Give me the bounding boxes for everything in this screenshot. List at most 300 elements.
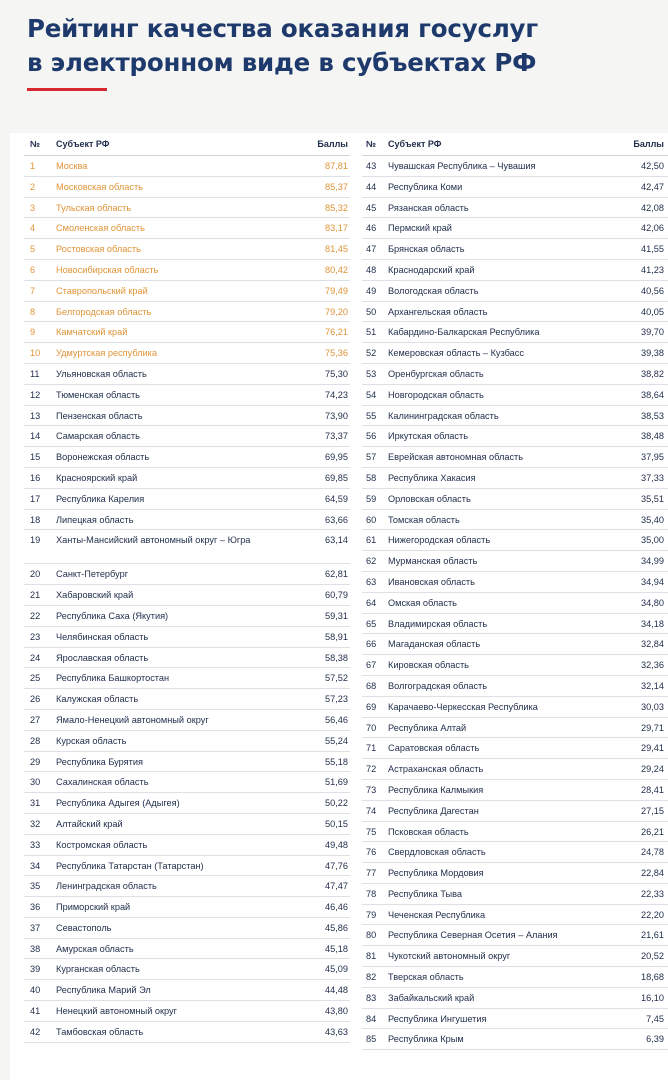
row-subject: Чеченская Республика <box>388 909 486 920</box>
row-num: 50 <box>366 306 377 317</box>
row-subject: Республика Северная Осетия – Алания <box>388 930 558 941</box>
row-num: 18 <box>30 514 41 525</box>
row-subject: Кабардино-Балкарская Республика <box>388 327 540 338</box>
row-score: 34,80 <box>641 597 664 608</box>
row-subject: Смоленская область <box>56 223 145 234</box>
row-num: 46 <box>366 223 377 234</box>
table-row <box>24 918 350 939</box>
row-score: 41,23 <box>641 264 664 275</box>
table-row <box>362 967 668 988</box>
row-num: 64 <box>366 597 377 608</box>
table-column-left <box>24 133 350 1043</box>
row-subject: Мурманская область <box>388 556 478 567</box>
row-num: 62 <box>366 556 377 567</box>
row-score: 29,24 <box>641 764 664 775</box>
row-score: 6,39 <box>646 1034 664 1045</box>
row-score: 45,18 <box>325 943 348 954</box>
row-subject: Республика Марий Эл <box>56 985 151 996</box>
row-num: 40 <box>30 985 41 996</box>
row-score: 42,06 <box>641 223 664 234</box>
table-row <box>24 959 350 980</box>
row-num: 16 <box>30 472 41 483</box>
row-score: 21,61 <box>641 930 664 941</box>
table-row <box>362 634 668 655</box>
row-num: 75 <box>366 826 377 837</box>
table-row <box>24 856 350 877</box>
table-row <box>362 447 668 468</box>
row-num: 31 <box>30 798 41 809</box>
row-subject: Республика Мордовия <box>388 868 484 879</box>
row-num: 63 <box>366 576 377 587</box>
row-score: 26,21 <box>641 826 664 837</box>
row-num: 68 <box>366 680 377 691</box>
row-score: 41,55 <box>641 244 664 255</box>
row-subject: Костромская область <box>56 839 148 850</box>
row-score: 37,33 <box>641 472 664 483</box>
row-subject: Республика Калмыкия <box>388 784 484 795</box>
table-row <box>24 772 350 793</box>
table-row <box>362 468 668 489</box>
row-score: 35,00 <box>641 535 664 546</box>
table-row <box>362 780 668 801</box>
row-score: 51,69 <box>325 777 348 788</box>
row-subject: Республика Ингушетия <box>388 1013 487 1024</box>
row-num: 65 <box>366 618 377 629</box>
table-row <box>362 281 668 302</box>
row-num: 26 <box>30 694 41 705</box>
header-score: Баллы <box>633 139 664 149</box>
row-num: 20 <box>30 569 41 580</box>
row-subject: Карачаево-Черкесская Республика <box>388 701 538 712</box>
row-subject: Республика Коми <box>388 181 463 192</box>
row-subject: Волгоградская область <box>388 680 488 691</box>
table-row <box>362 551 668 572</box>
row-num: 9 <box>30 327 36 338</box>
table-row <box>24 793 350 814</box>
row-num: 81 <box>366 951 377 962</box>
row-num: 8 <box>30 306 36 317</box>
row-num: 22 <box>30 610 41 621</box>
row-subject: Вологодская область <box>388 285 479 296</box>
table-row <box>24 668 350 689</box>
row-subject: Кировская область <box>388 660 469 671</box>
row-num: 1 <box>30 161 36 171</box>
row-num: 69 <box>366 701 377 712</box>
header-num: № <box>30 139 41 149</box>
table-row <box>362 260 668 281</box>
row-score: 42,50 <box>641 161 664 171</box>
header-subject: Субъект РФ <box>56 139 110 149</box>
row-num: 43 <box>366 161 377 171</box>
row-score: 85,32 <box>325 202 348 213</box>
row-score: 39,38 <box>641 348 664 359</box>
row-subject: Астраханская область <box>388 764 484 775</box>
row-score: 46,46 <box>325 902 348 913</box>
table-row <box>24 835 350 856</box>
row-subject: Воронежская область <box>56 452 150 463</box>
table-row <box>24 447 350 468</box>
row-subject: Республика Дагестан <box>388 805 479 816</box>
row-num: 27 <box>30 714 41 725</box>
table-row <box>362 572 668 593</box>
row-score: 38,82 <box>641 368 664 379</box>
row-num: 78 <box>366 888 377 899</box>
header-num: № <box>366 139 377 149</box>
table-row <box>362 198 668 219</box>
table-row <box>24 731 350 752</box>
row-num: 41 <box>30 1006 41 1017</box>
row-score: 50,22 <box>325 798 348 809</box>
table-row <box>362 884 668 905</box>
table-row <box>362 988 668 1009</box>
page-title <box>27 12 647 80</box>
row-subject: Республика Татарстан (Татарстан) <box>56 860 204 871</box>
row-num: 3 <box>30 202 36 213</box>
row-score: 39,70 <box>641 327 664 338</box>
row-subject: Республика Алтай <box>388 722 467 733</box>
row-subject: Саратовская область <box>388 743 480 754</box>
row-score: 69,85 <box>325 472 348 483</box>
table-row <box>24 564 350 585</box>
table-row <box>24 260 350 281</box>
row-score: 56,46 <box>325 714 348 725</box>
table-row <box>24 1001 350 1022</box>
row-score: 32,14 <box>641 680 664 691</box>
row-score: 32,84 <box>641 639 664 650</box>
table-row <box>24 468 350 489</box>
row-num: 80 <box>366 930 377 941</box>
table-row <box>362 426 668 447</box>
row-num: 67 <box>366 660 377 671</box>
row-subject: Псковская область <box>388 826 469 837</box>
row-num: 23 <box>30 631 41 642</box>
row-subject: Республика Карелия <box>56 493 145 504</box>
row-num: 29 <box>30 756 41 767</box>
table-row <box>24 897 350 918</box>
row-num: 4 <box>30 223 36 234</box>
table-row <box>362 1029 668 1050</box>
row-subject: Кемеровская область – Кузбасс <box>388 348 524 359</box>
row-subject: Республика Адыгея (Адыгея) <box>56 798 180 809</box>
row-subject: Рязанская область <box>388 202 469 213</box>
table-row <box>362 302 668 323</box>
rating-table <box>10 133 668 1080</box>
row-subject: Республика Крым <box>388 1034 464 1045</box>
table-row <box>24 710 350 731</box>
row-score: 16,10 <box>641 992 664 1003</box>
row-num: 25 <box>30 673 41 684</box>
row-score: 35,51 <box>641 493 664 504</box>
table-row <box>24 426 350 447</box>
row-score: 74,23 <box>325 389 348 400</box>
row-score: 42,08 <box>641 202 664 213</box>
table-row <box>362 177 668 198</box>
table-header <box>362 133 668 156</box>
row-num: 83 <box>366 992 377 1003</box>
table-row <box>362 510 668 531</box>
table-row <box>24 510 350 531</box>
row-subject: Липецкая область <box>56 514 134 525</box>
row-num: 70 <box>366 722 377 733</box>
row-score: 58,38 <box>325 652 348 663</box>
table-row <box>24 156 350 177</box>
row-score: 45,86 <box>325 922 348 933</box>
row-score: 40,56 <box>641 285 664 296</box>
row-subject: Удмуртская республика <box>56 348 158 359</box>
row-num: 17 <box>30 493 41 504</box>
row-score: 30,03 <box>641 701 664 712</box>
row-num: 54 <box>366 389 377 400</box>
row-num: 15 <box>30 452 41 463</box>
row-subject: Пермский край <box>388 223 452 234</box>
table-row <box>362 822 668 843</box>
row-score: 29,41 <box>641 743 664 754</box>
row-subject: Орловская область <box>388 493 471 504</box>
row-num: 42 <box>30 1026 41 1037</box>
table-row <box>362 759 668 780</box>
row-score: 79,20 <box>325 306 348 317</box>
row-score: 60,79 <box>325 590 348 601</box>
row-score: 27,15 <box>641 805 664 816</box>
table-row <box>24 689 350 710</box>
table-row <box>362 364 668 385</box>
table-row <box>24 489 350 510</box>
row-subject: Курская область <box>56 735 127 746</box>
row-score: 24,78 <box>641 847 664 858</box>
row-score: 73,37 <box>325 431 348 442</box>
row-subject: Севастополь <box>56 922 112 933</box>
table-row <box>362 925 668 946</box>
row-score: 18,68 <box>641 972 664 983</box>
table-row <box>24 218 350 239</box>
row-score: 57,52 <box>325 673 348 684</box>
row-score: 55,24 <box>325 735 348 746</box>
row-subject: Ивановская область <box>388 576 475 587</box>
row-score: 85,37 <box>325 181 348 192</box>
row-score: 44,48 <box>325 985 348 996</box>
row-subject: Ставропольский край <box>56 285 148 296</box>
row-subject: Тверская область <box>388 972 464 983</box>
row-num: 19 <box>30 535 41 546</box>
row-subject: Омская область <box>388 597 457 608</box>
row-score: 62,81 <box>325 569 348 580</box>
row-num: 13 <box>30 410 41 421</box>
table-row <box>362 593 668 614</box>
row-score: 79,49 <box>325 285 348 296</box>
row-num: 57 <box>366 452 377 463</box>
row-num: 74 <box>366 805 377 816</box>
row-subject: Свердловская область <box>388 847 486 858</box>
row-score: 75,36 <box>325 348 348 359</box>
row-num: 77 <box>366 868 377 879</box>
row-num: 72 <box>366 764 377 775</box>
table-row <box>362 322 668 343</box>
row-subject: Краснодарский край <box>388 264 475 275</box>
row-num: 2 <box>30 181 36 192</box>
row-num: 71 <box>366 743 377 754</box>
row-score: 42,47 <box>641 181 664 192</box>
header-subject: Субъект РФ <box>388 139 442 149</box>
row-num: 24 <box>30 652 41 663</box>
row-subject: Белгородская область <box>56 306 152 317</box>
row-num: 58 <box>366 472 377 483</box>
row-subject: Брянская область <box>388 244 465 255</box>
row-num: 59 <box>366 493 377 504</box>
table-row <box>24 198 350 219</box>
table-row <box>362 385 668 406</box>
row-score: 50,15 <box>325 818 348 829</box>
row-score: 69,95 <box>325 452 348 463</box>
row-num: 55 <box>366 410 377 421</box>
row-subject: Республика Башкортостан <box>56 673 170 684</box>
row-num: 73 <box>366 784 377 795</box>
row-score: 34,99 <box>641 556 664 567</box>
row-subject: Приморский край <box>56 902 131 913</box>
row-subject: Пензенская область <box>56 410 143 421</box>
row-num: 11 <box>30 368 40 379</box>
row-subject: Иркутская область <box>388 431 469 442</box>
row-score: 20,52 <box>641 951 664 962</box>
row-subject: Магаданская область <box>388 639 481 650</box>
row-subject: Калининградская область <box>388 410 499 421</box>
row-subject: Московская область <box>56 181 143 192</box>
row-num: 32 <box>30 818 41 829</box>
table-row <box>362 738 668 759</box>
row-subject: Новосибирская область <box>56 264 159 275</box>
table-column-right <box>362 133 668 1050</box>
row-score: 29,71 <box>641 722 664 733</box>
row-score: 73,90 <box>325 410 348 421</box>
table-row <box>24 530 350 564</box>
table-row <box>362 697 668 718</box>
table-header <box>24 133 350 156</box>
table-row <box>362 946 668 967</box>
row-subject: Тамбовская область <box>56 1026 144 1037</box>
row-num: 33 <box>30 839 41 850</box>
row-num: 66 <box>366 639 377 650</box>
table-row <box>362 614 668 635</box>
table-row <box>24 627 350 648</box>
row-subject: Чукотский автономный округ <box>388 951 511 962</box>
table-row <box>362 343 668 364</box>
table-row <box>362 218 668 239</box>
row-score: 7,45 <box>646 1013 664 1024</box>
row-subject: Оренбургская область <box>388 368 484 379</box>
row-score: 28,41 <box>641 784 664 795</box>
table-row <box>24 281 350 302</box>
row-score: 63,14 <box>325 535 348 546</box>
row-score: 40,05 <box>641 306 664 317</box>
row-score: 63,66 <box>325 514 348 525</box>
row-score: 34,18 <box>641 618 664 629</box>
row-score: 22,33 <box>641 888 664 899</box>
row-subject: Хабаровский край <box>56 590 134 601</box>
table-row <box>24 980 350 1001</box>
table-row <box>24 752 350 773</box>
row-num: 28 <box>30 735 41 746</box>
table-row <box>362 1009 668 1030</box>
row-subject: Ямало-Ненецкий автономный округ <box>56 714 209 725</box>
row-subject: Алтайский край <box>56 818 123 829</box>
row-num: 51 <box>366 327 377 338</box>
table-row <box>24 648 350 669</box>
row-score: 76,21 <box>325 327 348 338</box>
row-num: 82 <box>366 972 377 983</box>
row-score: 45,09 <box>325 964 348 975</box>
row-score: 34,94 <box>641 576 664 587</box>
table-row <box>362 905 668 926</box>
row-num: 48 <box>366 264 377 275</box>
row-subject: Камчатский край <box>56 327 128 338</box>
row-score: 81,45 <box>325 244 348 255</box>
table-row <box>24 322 350 343</box>
table-row <box>24 1022 350 1043</box>
row-score: 47,76 <box>325 860 348 871</box>
row-num: 45 <box>366 202 377 213</box>
row-score: 49,48 <box>325 839 348 850</box>
row-subject: Чувашская Республика – Чувашия <box>388 161 536 171</box>
row-num: 79 <box>366 909 377 920</box>
row-num: 52 <box>366 348 377 359</box>
row-subject: Новгородская область <box>388 389 484 400</box>
header-score: Баллы <box>317 139 348 149</box>
row-subject: Ульяновская область <box>56 368 147 379</box>
table-row <box>362 489 668 510</box>
row-score: 32,36 <box>641 660 664 671</box>
row-num: 49 <box>366 285 377 296</box>
row-subject: Владимирская область <box>388 618 488 629</box>
row-num: 21 <box>30 590 41 601</box>
row-score: 58,91 <box>325 631 348 642</box>
row-subject: Калужская область <box>56 694 139 705</box>
table-row <box>362 676 668 697</box>
row-num: 34 <box>30 860 41 871</box>
table-row <box>362 406 668 427</box>
row-num: 12 <box>30 389 41 400</box>
table-row <box>24 876 350 897</box>
row-num: 44 <box>366 181 377 192</box>
row-num: 6 <box>30 264 36 275</box>
row-num: 36 <box>30 902 41 913</box>
row-score: 80,42 <box>325 264 348 275</box>
table-row <box>24 585 350 606</box>
table-row <box>362 530 668 551</box>
row-subject: Архангельская область <box>388 306 488 317</box>
row-num: 53 <box>366 368 377 379</box>
title-underline <box>27 88 107 91</box>
row-score: 37,95 <box>641 452 664 463</box>
row-num: 76 <box>366 847 377 858</box>
row-score: 64,59 <box>325 493 348 504</box>
row-num: 38 <box>30 943 41 954</box>
row-subject: Забайкальский край <box>388 992 475 1003</box>
row-num: 7 <box>30 285 36 296</box>
table-row <box>362 842 668 863</box>
table-row <box>362 801 668 822</box>
table-row <box>362 863 668 884</box>
row-subject: Тюменская область <box>56 389 140 400</box>
row-score: 55,18 <box>325 756 348 767</box>
title-line-1: Рейтинг качества оказания госуслуг <box>27 14 538 43</box>
table-row <box>24 177 350 198</box>
row-num: 47 <box>366 244 377 255</box>
row-num: 30 <box>30 777 41 788</box>
row-subject: Ленинградская область <box>56 881 157 892</box>
row-score: 22,84 <box>641 868 664 879</box>
row-num: 39 <box>30 964 41 975</box>
title-line-2: в электронном виде в субъектах РФ <box>27 48 537 77</box>
row-subject: Ростовская область <box>56 244 141 255</box>
